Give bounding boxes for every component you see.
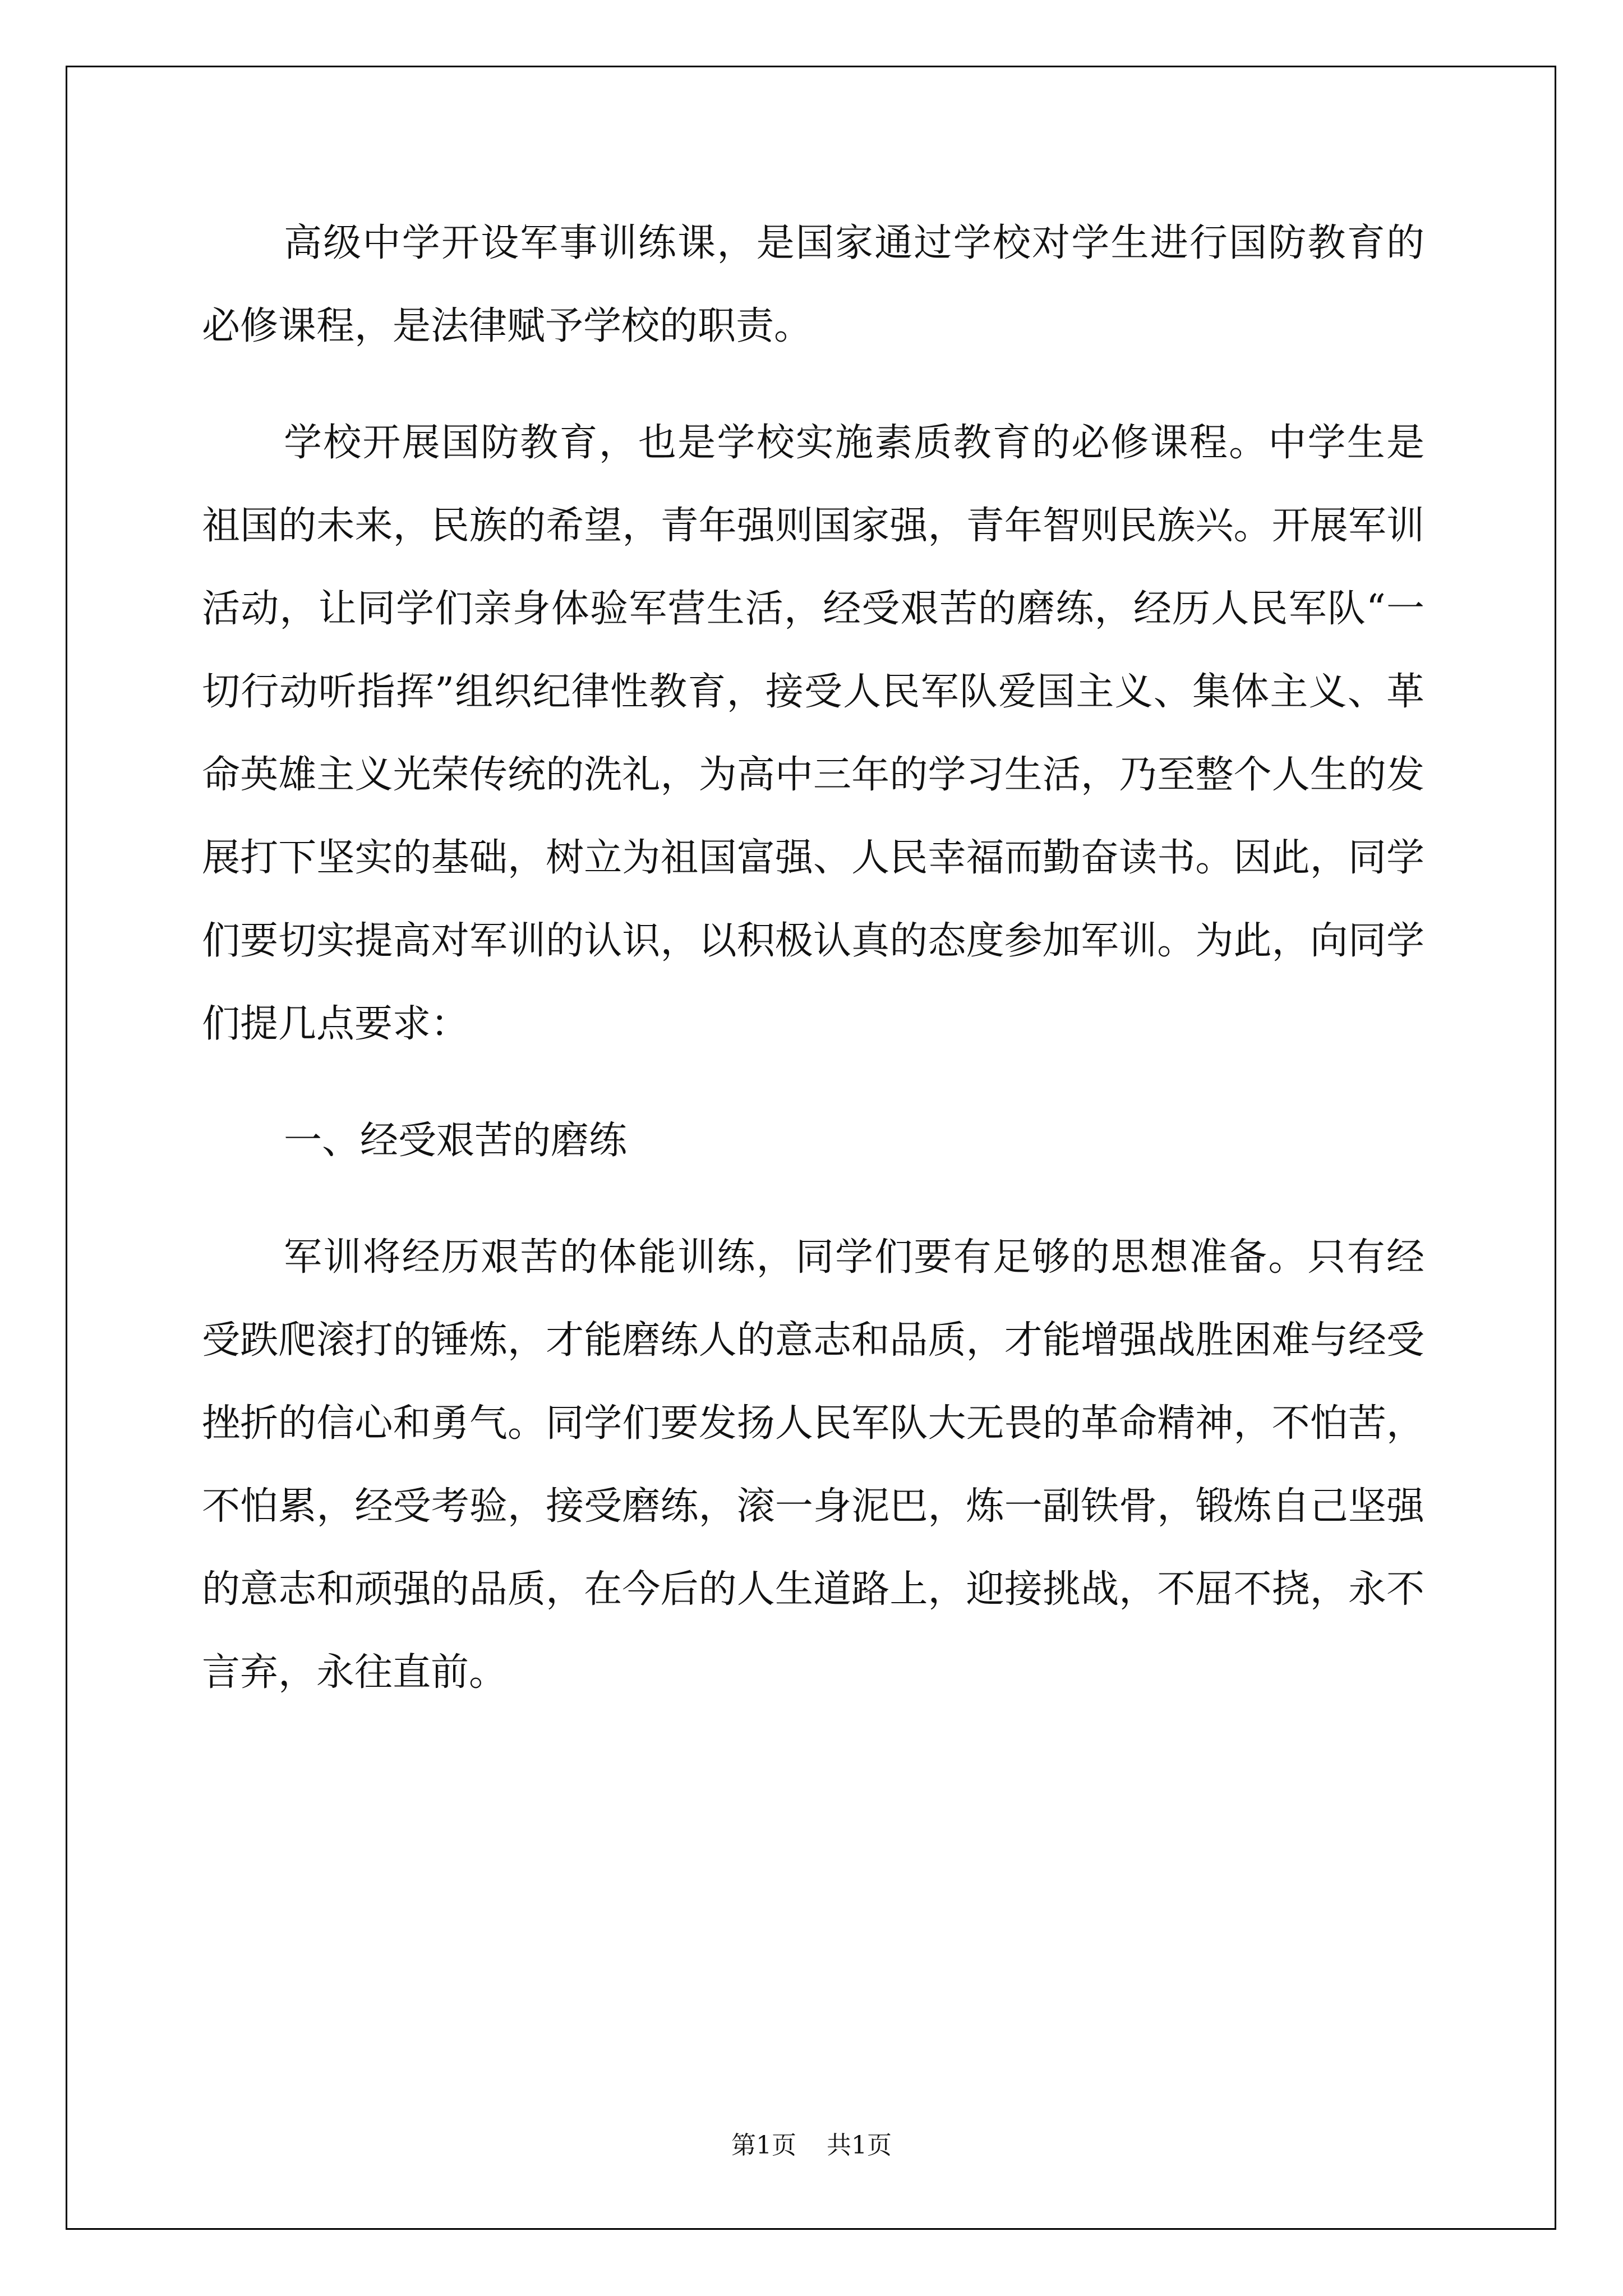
section-heading-1: 一、经受艰苦的磨练 [284,1119,628,1163]
paragraph-1: 高级中学开设军事训练课，是国家通过学校对学生进行国防教育的必修课程，是法律赋予学校的职责。 [202,221,1424,348]
document-body [202,202,1424,1748]
page-footer [0,2125,1623,2161]
page-number: 第1页 [731,2131,796,2160]
page-total: 共1页 [827,2131,892,2160]
paragraph-2: 学校开展国防教育，也是学校实施素质教育的必修课程。中学生是祖国的未来，民族的希望，青年强则国家强，青年智则民族兴。开展军训活动，让同学们亲身体验军营生活，经受艰苦的磨练，经历人民军队“一切行动听指挥”组织纪律性教育，接受人民军队爱国主义、集体主义、革命英雄主义光荣传统的洗礼，为高中三年的学习生活，乃至整个人生的发展打下坚实的基础，树立为祖国富强、人民幸福而勤奋读书。因此，同学们要切实提高对军训的认识，以积极认真的态度参加军训。为此，向同学们提几点要求： [202,421,1424,1046]
paragraph-3: 军训将经历艰苦的体能训练，同学们要有足够的思想准备。只有经受跌爬滚打的锤炼，才能磨练人的意志和品质，才能增强战胜困难与经受挫折的信心和勇气。同学们要发扬人民军队大无畏的革命精神，不怕苦，不怕累，经受考验，接受磨练，滚一身泥巴，炼一副铁骨，锻炼自己坚强的意志和顽强的品质，在今后的人生道路上，迎接挑战，不屈不挠，永不言弃，永往直前。 [202,1235,1424,1695]
